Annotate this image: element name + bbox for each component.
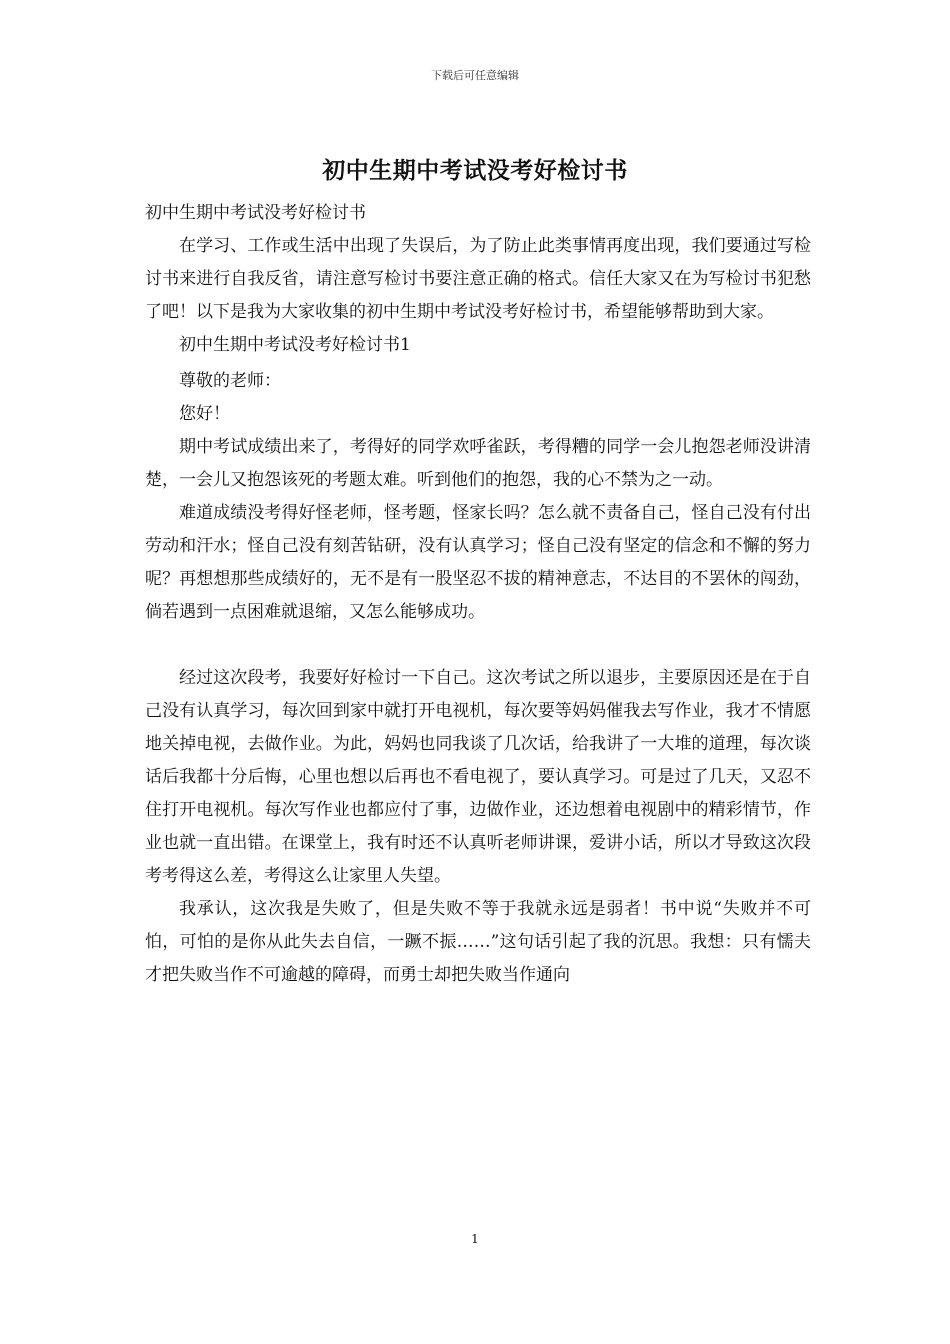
download-note: 下载后可任意编辑 <box>431 69 519 82</box>
salutation: 尊敬的老师： <box>179 371 281 391</box>
paragraph-self-review: 经过这次段考，我要好好检讨一下自己。这次考试之所以退步，主要原因还是在于自己没有认真学习，每次回到家中就打开电视机，每次要等妈妈催我去写作业，我才不情愿地关掉电视，去做作业。为此，妈妈也同我谈了几次话，给我讲了一大堆的道理，每次谈话后我都十分后悔，心里也想以后再也不看电视了，要认真学习。可是过了几天，又忍不住打开电视机。每次写作业也都应付了事，边做作业，还边想着电视剧中的精彩情节，作业也就一直出错。在课堂上，我有时还不认真听老师讲课，爱讲小话，所以才导致这次段考考得这么差，考得这么让家里人失望。 <box>145 668 811 886</box>
page-number: 1 <box>471 1232 479 1246</box>
paragraph-failure-reflection: 我承认，这次我是失败了，但是失败不等于我就永远是弱者！书中说“失败并不可怕，可怕的是你从此失去自信，一蹶不振……”这句话引起了我的沉思。我想：只有懦夫才把失败当作不可逾越的障碍，而勇士却把失败当作通向 <box>145 899 811 985</box>
document-subtitle: 初中生期中考试没考好检讨书 <box>145 203 366 223</box>
paragraph-self-blame: 难道成绩没考得好怪老师，怪考题，怪家长吗？怎么就不责备自己，怪自己没有付出劳动和汗水；怪自己没有刻苦钻研，没有认真学习；怪自己没有坚定的信念和不懈的努力呢？再想想那些成绩好的，无不是有一股坚忍不拔的精神意志，不达目的不罢休的闯劲，倘若遇到一点困难就退缩，又怎么能够成功。 <box>145 503 811 622</box>
greeting: 您好！ <box>179 404 230 424</box>
document-body <box>145 197 811 992</box>
paragraph-exam-results: 期中考试成绩出来了，考得好的同学欢呼雀跃，考得糟的同学一会儿抱怨老师没讲清楚，一会儿又抱怨该死的考题太难。听到他们的抱怨，我的心不禁为之一动。 <box>145 437 811 490</box>
paragraph-intro: 在学习、工作或生活中出现了失误后，为了防止此类事情再度出现，我们要通过写检讨书来进行自我反省，请注意写检讨书要注意正确的格式。信任大家又在为写检讨书犯愁了吧！以下是我为大家收集的初中生期中考试没考好检讨书，希望能够帮助到大家。 <box>145 236 811 322</box>
section-heading: 初中生期中考试没考好检讨书1 <box>179 335 411 355</box>
document-title: 初中生期中考试没考好检讨书 <box>322 157 628 184</box>
